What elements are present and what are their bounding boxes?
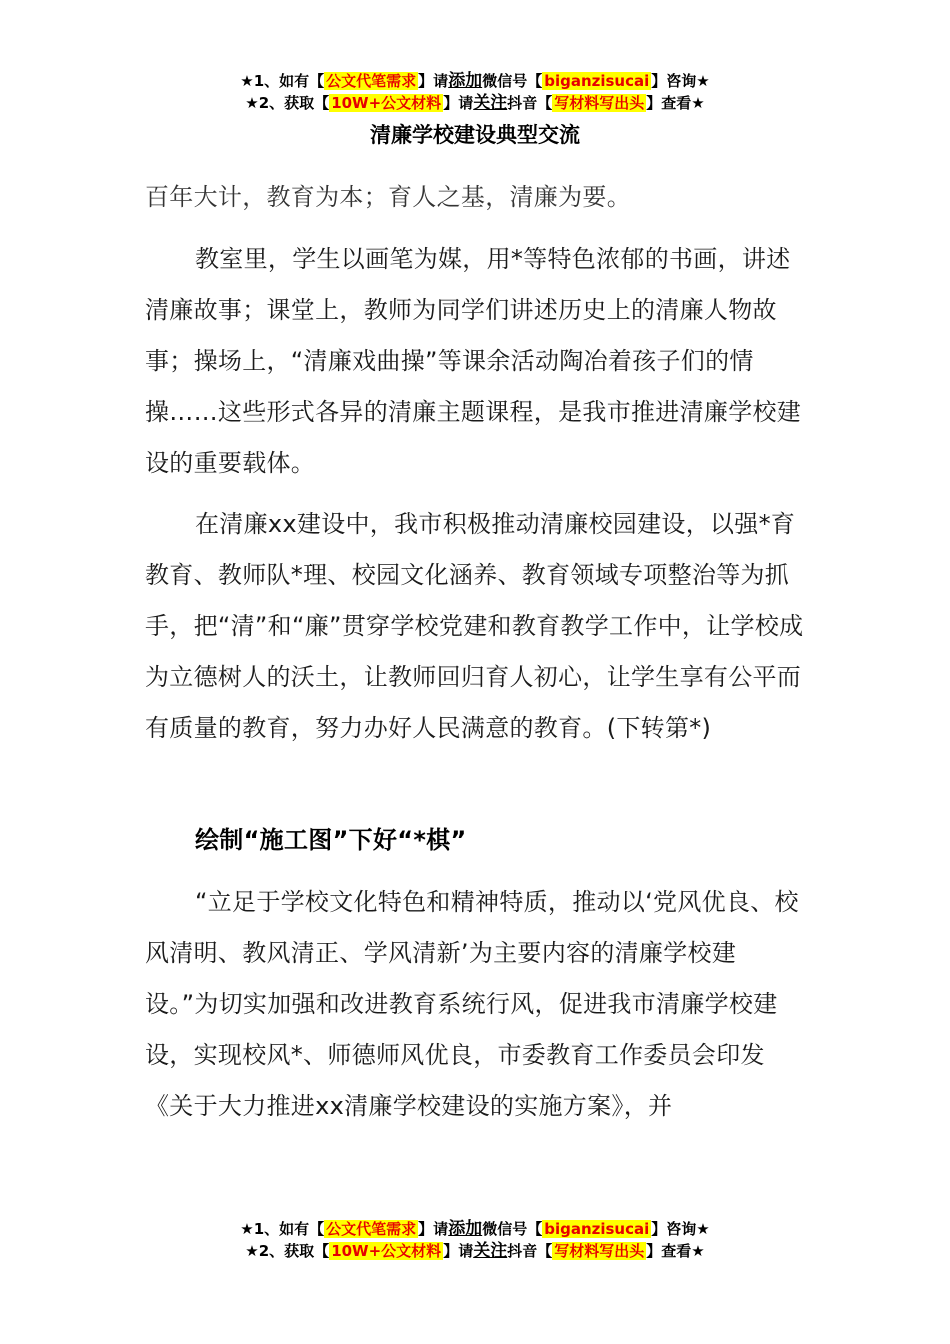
highlight-service: 公文代笔需求 bbox=[326, 1220, 417, 1238]
highlight-materials: 10W+公文材料 bbox=[331, 94, 442, 112]
banner-text: ★1、如有【 bbox=[240, 1220, 325, 1238]
banner-text: 】咨询★ bbox=[651, 1220, 710, 1238]
banner-text: 微信号【 bbox=[482, 1220, 543, 1238]
banner-text: 】查看★ bbox=[646, 94, 705, 112]
banner-text: 】咨询★ bbox=[651, 72, 710, 90]
banner-line-2 bbox=[0, 92, 950, 114]
banner-text: 】请 bbox=[443, 1242, 474, 1260]
banner-text: ★2、获取【 bbox=[245, 94, 330, 112]
highlight-service: 公文代笔需求 bbox=[326, 72, 417, 90]
banner-text: 】请 bbox=[443, 94, 474, 112]
highlight-wechat-id: biganzisucai bbox=[544, 1220, 650, 1238]
paragraph-1: 教室里，学生以画笔为媒，用*等特色浓郁的书画，讲述清廉故事；课堂上，教师为同学们讲述历史上的清廉人物故事；操场上，“清廉戏曲操”等课余活动陶冶着孩子们的情操……这些形式各异的清廉主题课程，是我市推进清廉学校建设的重要载体。 bbox=[145, 245, 802, 477]
banner-text: 】请 bbox=[418, 1220, 449, 1238]
banner-line-1 bbox=[0, 70, 950, 92]
top-banner bbox=[0, 70, 950, 114]
banner-line-2 bbox=[0, 1240, 950, 1262]
banner-text: 抖音【 bbox=[507, 94, 553, 112]
banner-text: ★2、获取【 bbox=[245, 1242, 330, 1260]
paragraph-3: “立足于学校文化特色和精神特质，推动以‘党风优良、校风清明、教风清正、学风清新’为主要内容的清廉学校建设。”为切实加强和改进教育系统行风，促进我市清廉学校建设，实现校风*、师德师风优良，市委教育工作委员会印发《关于大力推进xx清廉学校建设的实施方案》，并 bbox=[145, 888, 799, 1120]
banner-underlined: 添加 bbox=[448, 1219, 483, 1239]
banner-line-1 bbox=[0, 1218, 950, 1240]
document-title: 清廉学校建设典型交流 bbox=[370, 123, 580, 147]
highlight-douyin: 写材料写出头 bbox=[554, 1242, 645, 1260]
banner-underlined: 添加 bbox=[448, 71, 483, 91]
highlight-wechat-id: biganzisucai bbox=[544, 72, 650, 90]
banner-text: 】查看★ bbox=[646, 1242, 705, 1260]
banner-text: 抖音【 bbox=[507, 1242, 553, 1260]
banner-text: ★1、如有【 bbox=[240, 72, 325, 90]
banner-underlined: 关注 bbox=[473, 1241, 508, 1261]
highlight-douyin: 写材料写出头 bbox=[554, 94, 645, 112]
section-heading: 绘制“施工图”下好“*棋” bbox=[195, 826, 467, 854]
banner-text: 微信号【 bbox=[482, 72, 543, 90]
banner-underlined: 关注 bbox=[473, 93, 508, 113]
bottom-banner bbox=[0, 1218, 950, 1262]
banner-text: 】请 bbox=[418, 72, 449, 90]
highlight-materials: 10W+公文材料 bbox=[331, 1242, 442, 1260]
intro-paragraph: 百年大计，教育为本；育人之基，清廉为要。 bbox=[145, 183, 631, 211]
paragraph-2: 在清廉xx建设中，我市积极推动清廉校园建设，以强*育教育、教师队*理、校园文化涵养、教育领域专项整治等为抓手，把“清”和“廉”贯穿学校党建和教育教学工作中，让学校成为立德树人的沃土，让教师回归育人初心，让学生享有公平而有质量的教育，努力办好人民满意的教育。(下转第*) bbox=[145, 510, 804, 742]
